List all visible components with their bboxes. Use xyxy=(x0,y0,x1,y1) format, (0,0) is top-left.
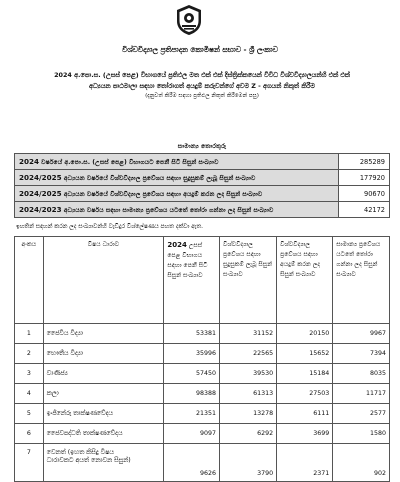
cell-no: 3 xyxy=(15,364,44,384)
summary-heading: සාමාන්‍ය තොරතුරු xyxy=(177,143,227,150)
cell-applied: 27503 xyxy=(277,384,333,404)
summary-year: 2024/2025 xyxy=(19,172,62,182)
col-header-applied: විශ්වවිද්‍යාල ප්‍රවේශය සඳහා අයදුම් කරන ලද සිසුන් සංඛ්‍යාව xyxy=(277,237,333,324)
cell-no: 7 xyxy=(15,444,44,482)
cell-eligible: 3790 xyxy=(220,444,277,482)
summary-label-text: අධ්‍යයන වර්ෂයේ විශ්වවිද්‍යාල ප්‍රවේශය සඳහා සුදුසුකම් ලැබූ සිසුන් සංඛ්‍යාව xyxy=(61,174,256,182)
cell-eligible: 22565 xyxy=(220,344,277,364)
cell-selected: 8035 xyxy=(333,364,390,384)
cell-sat: 21351 xyxy=(164,404,220,424)
cell-selected: 2577 xyxy=(333,404,390,424)
summary-year: 2024/2025 xyxy=(19,188,62,198)
table-row xyxy=(15,344,390,364)
cell-sat: 35996 xyxy=(164,344,220,364)
organization-name: විශ්වවිද්‍යාල ප්‍රතිපාදන කොමිෂන් සභාව - ශ්‍රී ලංකාව xyxy=(122,45,278,54)
cell-eligible: 13278 xyxy=(220,404,277,424)
summary-value: 42172 xyxy=(339,202,390,218)
summary-label xyxy=(15,170,339,186)
cell-applied: 20150 xyxy=(277,324,333,344)
table-row xyxy=(15,364,390,384)
document-title-line2: අධ්‍යයන පාඨමාලා සඳහා තෝරාගත් අයදුම් කරුවන්ගේ අවම Z - අගයන් නිකුත් කිරීම xyxy=(88,82,315,90)
cell-selected: 1580 xyxy=(333,424,390,444)
table-row xyxy=(15,324,390,344)
table-row xyxy=(15,404,390,424)
ugc-emblem-icon xyxy=(175,4,203,36)
summary-value: 90670 xyxy=(339,186,390,202)
table-header-row xyxy=(15,237,390,324)
summary-year: 2024 xyxy=(19,156,40,166)
summary-label xyxy=(15,186,339,202)
summary-label-text: අධ්‍යයන වර්ෂයේ විශ්වවිද්‍යාල ප්‍රවේශය සඳහා අයදුම් කරන ලද සිසුන් සංඛ්‍යාව xyxy=(61,190,263,198)
cell-eligible: 39530 xyxy=(220,364,277,384)
table-row xyxy=(15,384,390,404)
cell-eligible: 31152 xyxy=(220,324,277,344)
table-row xyxy=(15,424,390,444)
summary-table xyxy=(14,153,390,218)
cell-no: 5 xyxy=(15,404,44,424)
stream-statistics-table xyxy=(14,236,390,482)
cell-no: 4 xyxy=(15,384,44,404)
cell-applied: 15652 xyxy=(277,344,333,364)
cell-applied: 2371 xyxy=(277,444,333,482)
col-header-eligible: විශ්වවිද්‍යාල ප්‍රවේශය සඳහා සුදුසුකම් ලැබූ සිසුන් සංඛ්‍යාව xyxy=(220,237,277,324)
cell-subject: වාණිජ්‍ය xyxy=(43,364,164,384)
analysis-intro: ඉහතින් සඳහන් කරන ලද සංඛ්‍යාවන්හි වැඩිදුර විශ්ලේෂණය පහත දක්වා ඇත. xyxy=(16,224,204,230)
document-title-note: (දැනුවත් කිරීම සඳහා ප්‍රතිඵල නිකුත් කිරීමෙන් පසු) xyxy=(145,93,259,99)
col-header-subject: විෂය ධාරාව xyxy=(43,237,164,324)
cell-no: 1 xyxy=(15,324,44,344)
summary-row xyxy=(15,154,390,170)
summary-label xyxy=(15,154,339,170)
summary-label-text: වර්ෂයේ අ.පො.ස. (උසස් පෙළ) විභාගයට පෙනී සිටි සිසුන් සංඛ්‍යාව xyxy=(39,158,219,166)
cell-sat: 9626 xyxy=(164,444,220,482)
summary-label-text: අධ්‍යයන වර්ෂය සඳහා සාමාන්‍ය ප්‍රවේශය යටතේ තෝරා ගන්නා ලද සිසුන් සංඛ්‍යාව xyxy=(61,206,274,214)
cell-no: 2 xyxy=(15,344,44,364)
cell-selected: 7394 xyxy=(333,344,390,364)
col-header-selected: සාමාන්‍ය ප්‍රවේශය යටතේ තෝරා ගන්නා ලද සිසුන් සංඛ්‍යාව xyxy=(333,237,390,324)
summary-row xyxy=(15,202,390,218)
cell-subject: ඉංජිනේරු තාක්ෂණවේදය xyxy=(43,404,164,424)
cell-selected: 9967 xyxy=(333,324,390,344)
cell-sat: 57450 xyxy=(164,364,220,384)
summary-label xyxy=(15,202,339,218)
cell-sat: 53381 xyxy=(164,324,220,344)
table-row xyxy=(15,444,390,482)
cell-subject: භෞතීය විද්‍යා xyxy=(43,344,164,364)
cell-eligible: 61313 xyxy=(220,384,277,404)
col-header-sat-text: උසස් පෙළ විභාගය සඳහා පෙනී සිටි සිසුන් සංඛ්‍යාව xyxy=(167,242,208,279)
cell-sat: 98388 xyxy=(164,384,220,404)
summary-value: 177920 xyxy=(339,170,390,186)
cell-subject: කලා xyxy=(43,384,164,404)
summary-row xyxy=(15,186,390,202)
cell-subject-line2: ධාරාවකට අයත් නොවන සිසුන්) xyxy=(46,457,131,464)
cell-selected: 11717 xyxy=(333,384,390,404)
summary-row xyxy=(15,170,390,186)
col-header-no: අංකය xyxy=(15,237,44,324)
cell-subject xyxy=(43,444,164,482)
cell-applied: 15184 xyxy=(277,364,333,384)
cell-subject-line1: වෙනත් (ඉහත කිසිදු විෂය xyxy=(46,449,114,456)
cell-selected: 902 xyxy=(333,444,390,482)
cell-sat: 9097 xyxy=(164,424,220,444)
cell-no: 6 xyxy=(15,424,44,444)
cell-eligible: 6292 xyxy=(220,424,277,444)
cell-subject: ජෛවීය විද්‍යා xyxy=(43,324,164,344)
summary-year: 2024/2023 xyxy=(19,204,62,214)
cell-applied: 6111 xyxy=(277,404,333,424)
document-title-line1: 2024 අ.පො.ස. (උසස් පෙළ) විභාගයේ ප්‍රතිඵල මත එක් එක් දිස්ත්‍රික්කයෙන් විවිධ විශ්වවිද්‍යාලයන්හි එක් එක් xyxy=(54,71,350,79)
cell-applied: 3699 xyxy=(277,424,333,444)
col-header-sat-year: 2024 xyxy=(167,241,187,249)
cell-subject: ජෛවපද්ධති තාක්ෂණවේදය xyxy=(43,424,164,444)
summary-value: 285289 xyxy=(339,154,390,170)
col-header-sat xyxy=(164,237,220,324)
